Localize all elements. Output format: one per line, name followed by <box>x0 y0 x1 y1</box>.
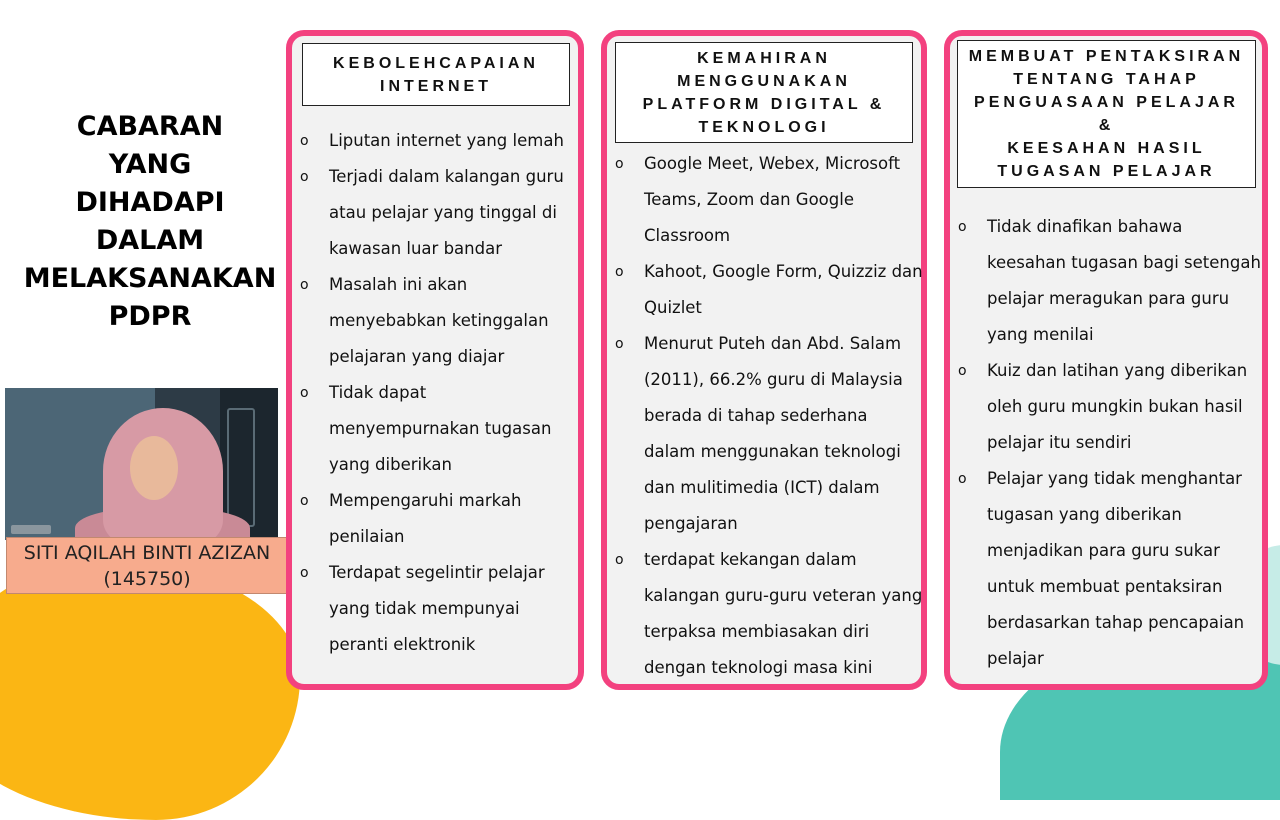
panel-bullet-list <box>952 209 1264 677</box>
bullet-circle-icon: o <box>300 565 309 581</box>
bullet-circle-icon: o <box>958 363 967 379</box>
bullet-circle-icon: o <box>300 493 309 509</box>
panel-heading-text: KEMAHIRAN MENGGUNAKAN PLATFORM DIGITAL & TEKNOLOGI <box>642 49 886 136</box>
bullet-circle-icon: o <box>958 219 967 235</box>
list-item <box>609 326 924 542</box>
decor-yellow-shape <box>0 560 300 820</box>
panel-heading <box>957 40 1256 188</box>
list-item <box>294 159 579 267</box>
slide-title <box>20 108 280 336</box>
list-item-text: Menurut Puteh dan Abd. Salam (2011), 66.2% guru di Malaysia berada di tahap sederhana dalam menggunakan teknologi dan mulitimedia (ICT) dalam pengajaran <box>644 334 903 533</box>
list-item <box>952 353 1264 461</box>
panel-assessment <box>944 30 1268 690</box>
list-item <box>294 555 579 663</box>
presenter-name-bar <box>6 537 288 594</box>
presenter-video[interactable] <box>5 388 278 540</box>
list-item-text: Terdapat segelintir pelajar yang tidak mempunyai peranti elektronik <box>329 563 545 654</box>
bullet-circle-icon: o <box>615 552 624 568</box>
list-item <box>609 542 924 686</box>
list-item-text: terdapat kekangan dalam kalangan guru-guru veteran yang terpaksa membiasakan diri dengan teknologi masa kini <box>644 550 923 677</box>
list-item-text: Liputan internet yang lemah <box>329 131 564 150</box>
bullet-circle-icon: o <box>615 336 624 352</box>
panel-heading <box>615 42 913 143</box>
list-item-text: Tidak dinafikan bahawa keesahan tugasan bagi setengah pelajar meragukan para guru yang menilai <box>987 217 1261 344</box>
list-item-text: Terjadi dalam kalangan guru atau pelajar yang tinggal di kawasan luar bandar <box>329 167 564 258</box>
bullet-circle-icon: o <box>615 264 624 280</box>
panel-bullet-list <box>294 123 579 663</box>
slide-title-line: CABARAN <box>76 111 224 142</box>
bullet-circle-icon: o <box>615 156 624 172</box>
panel-internet-access <box>286 30 584 690</box>
video-door-frame <box>227 408 255 527</box>
bullet-circle-icon: o <box>300 277 309 293</box>
camera-overlay-icon <box>11 525 51 534</box>
list-item-text: Kahoot, Google Form, Quizziz dan Quizlet <box>644 262 923 317</box>
list-item-text: Pelajar yang tidak menghantar tugasan yang diberikan menjadikan para guru sukar untuk membuat pentaksiran berdasarkan tahap pencapaian pelajar <box>987 469 1245 668</box>
presenter-name: SITI AQILAH BINTI AZIZAN <box>23 542 271 564</box>
panel-heading-text: MEMBUAT PENTAKSIRAN TENTANG TAHAP PENGUASAAN PELAJAR & KEESAHAN HASIL TUGASAN PELAJAR <box>968 48 1245 180</box>
list-item <box>609 146 924 254</box>
panel-digital-skills <box>601 30 927 690</box>
bullet-circle-icon: o <box>300 385 309 401</box>
bullet-circle-icon: o <box>300 133 309 149</box>
list-item <box>294 483 579 555</box>
slide-title-line: YANG <box>108 149 192 180</box>
list-item-text: Kuiz dan latihan yang diberikan oleh guru mungkin bukan hasil pelajar itu sendiri <box>987 361 1248 452</box>
slide-title-line: DALAM <box>95 225 205 256</box>
slide-title-line: DIHADAPI <box>75 187 225 218</box>
slide-title-line: PDPR <box>108 301 192 332</box>
panel-heading <box>302 43 570 106</box>
list-item <box>294 267 579 375</box>
panel-bullet-list <box>609 146 924 686</box>
list-item-text: Mempengaruhi markah penilaian <box>329 491 522 546</box>
bullet-circle-icon: o <box>300 169 309 185</box>
list-item <box>952 461 1264 677</box>
bullet-circle-icon: o <box>958 471 967 487</box>
list-item <box>952 209 1264 353</box>
list-item <box>609 254 924 326</box>
list-item-text: Google Meet, Webex, Microsoft Teams, Zoom dan Google Classroom <box>644 154 901 245</box>
presenter-id: (145750) <box>103 568 191 590</box>
list-item-text: Masalah ini akan menyebabkan ketinggalan pelajaran yang diajar <box>329 275 549 366</box>
panel-heading-text: KEBOLEHCAPAIAN INTERNET <box>333 54 539 95</box>
presenter-face <box>130 436 178 500</box>
slide-title-line: MELAKSANAKAN <box>23 263 277 294</box>
list-item <box>294 375 579 483</box>
list-item-text: Tidak dapat menyempurnakan tugasan yang diberikan <box>329 383 552 474</box>
list-item <box>294 123 579 159</box>
